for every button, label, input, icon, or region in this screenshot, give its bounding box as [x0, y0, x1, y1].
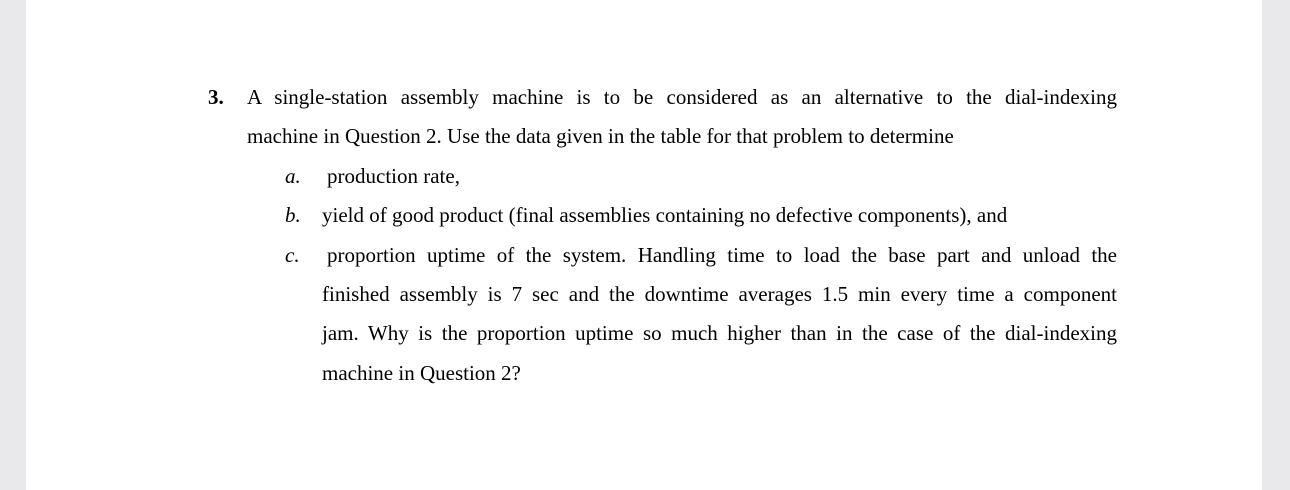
- item-c-text-line-2: finished assembly is 7 sec and the downtime averages 1.5 min every time a component: [322, 282, 1117, 306]
- question-number: 3.: [208, 85, 224, 109]
- item-c-text-line-1: proportion uptime of the system. Handling time to load the base part and unload the: [327, 243, 1117, 267]
- question-text-line-1: A single-station assembly machine is to be considered as an alternative to the dial-indexing: [247, 85, 1117, 109]
- question-text-line-2: machine in Question 2. Use the data given in the table for that problem to determine: [247, 124, 954, 148]
- document-page: [26, 0, 1262, 490]
- item-a-letter: a.: [285, 164, 301, 188]
- item-b-text: yield of good product (final assemblies containing no defective components), and: [322, 203, 1008, 227]
- item-a-text: production rate,: [327, 164, 460, 188]
- item-b-letter: b.: [285, 203, 301, 227]
- item-c-text-line-4: machine in Question 2?: [322, 361, 521, 385]
- item-c-text-line-3: jam. Why is the proportion uptime so much higher than in the case of the dial-indexing: [322, 321, 1117, 345]
- item-c-letter: c.: [285, 243, 300, 267]
